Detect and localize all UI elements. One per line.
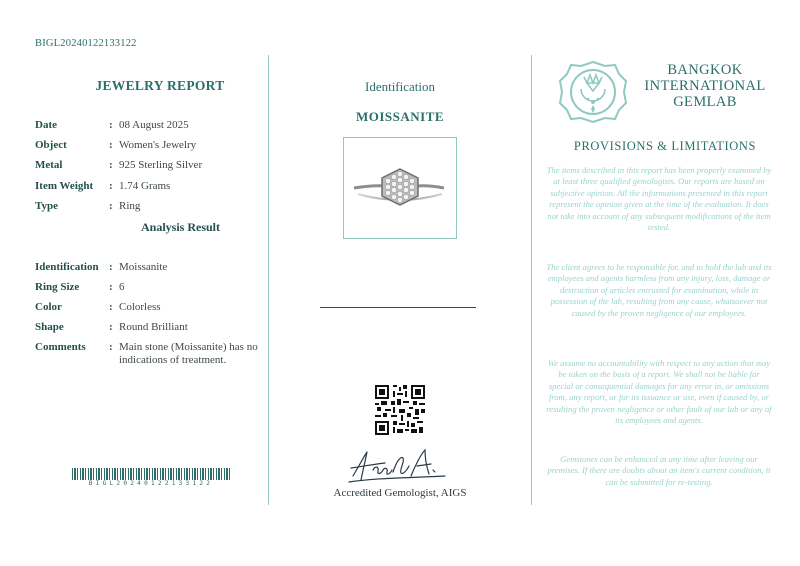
lab-name-line-1: BANGKOK: [667, 62, 743, 78]
analysis-value: 6: [119, 281, 125, 293]
detail-colon: :: [109, 180, 113, 192]
analysis-key: Ring Size: [35, 281, 80, 293]
detail-value: 08 August 2025: [119, 119, 189, 131]
detail-colon: :: [109, 119, 113, 131]
analysis-key: Identification: [35, 261, 99, 273]
detail-key: Item Weight: [35, 180, 94, 192]
provision-paragraph-2: The client agrees to be responsible for, and to hold the lab and its employees and agents harmless from any injury, loss, damage or destruction of articles entrusted for examination, while in possession of the lab, resulting from any cause, whatsoever not caused by the proven negligence of our employees.: [546, 262, 772, 318]
detail-value: Women's Jewelry: [119, 139, 197, 151]
provision-paragraph-1: The items described in this report has been properly examined by at least three qualified gemologists. Our reports are based on subjective opinion. All the informations presented in this report represent the opinion given at the time of the evaluation. It does not take into account of any subsequent modifications of the item tested.: [546, 165, 772, 233]
analysis-value: Round Brilliant: [119, 321, 188, 333]
detail-key: Date: [35, 119, 57, 131]
identification-label: Identification: [364, 79, 436, 94]
analysis-colon: :: [109, 341, 113, 353]
barcode-number: BIGL20240122133122: [88, 480, 214, 487]
gemologist-label: Accredited Gemologist, AIGS: [333, 487, 467, 499]
lab-name-line-3: GEMLAB: [673, 94, 737, 110]
stone-name: MOISSANITE: [355, 109, 445, 124]
ring-photo-icon: [344, 138, 456, 238]
lab-name-line-2: INTERNATIONAL: [644, 78, 766, 94]
detail-key: Object: [35, 139, 67, 151]
report-details-panel: [35, 78, 265, 94]
analysis-colon: :: [109, 321, 113, 333]
provision-paragraph-3: We assume no accountability with respect to any action that may be taken on the basis of a report. We shall not be liable for special or consequential damages for any error in, or omissions from, any report, or for its issuance or use, even if caused by, or resulting the proven negligence or other fault of our lab or any of its employees and agents.: [546, 358, 772, 426]
gemologist-signature: [345, 446, 455, 488]
detail-value: Ring: [119, 200, 141, 212]
analysis-colon: :: [109, 281, 113, 293]
report-title: JEWELRY REPORT: [95, 78, 225, 93]
analysis-key: Shape: [35, 321, 64, 333]
analysis-value: Colorless: [119, 301, 161, 313]
analysis-key: Comments: [35, 341, 86, 353]
analysis-value: Moissanite: [119, 261, 168, 273]
signature-line: [320, 307, 476, 308]
analysis-key: Color: [35, 301, 62, 313]
analysis-title: Analysis Result: [141, 220, 221, 234]
detail-colon: :: [109, 139, 113, 151]
barcode: [72, 468, 230, 480]
qr-code: [375, 385, 425, 435]
detail-value: 1.74 Grams: [119, 180, 171, 192]
detail-colon: :: [109, 159, 113, 171]
detail-key: Type: [35, 200, 59, 212]
provisions-title: PROVISIONS & LIMITATIONS: [573, 139, 757, 153]
detail-value: 925 Sterling Silver: [119, 159, 203, 171]
lab-name: [640, 62, 770, 110]
column-divider-right: [531, 55, 532, 505]
ring-photo: [343, 137, 457, 239]
provision-paragraph-4: Gemstones can be enhanced at any time after leaving our premises. If there are doubts about an item's current condition, it can be submitted for re-testing.: [547, 454, 771, 487]
analysis-colon: :: [109, 261, 113, 273]
analysis-value: Main stone (Moissanite) has no indications of treatment.: [119, 341, 258, 366]
detail-colon: :: [109, 200, 113, 212]
detail-key: Metal: [35, 159, 63, 171]
analysis-colon: :: [109, 301, 113, 313]
gem-crown-seal-icon: [557, 59, 629, 125]
report-number: BIGL20240122133122: [35, 38, 137, 49]
